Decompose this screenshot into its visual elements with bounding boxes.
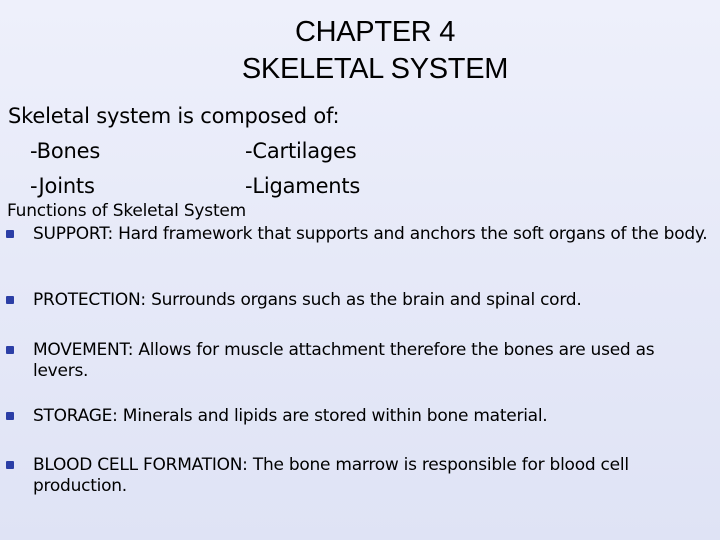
composition-section xyxy=(8,100,361,205)
function-text: MOVEMENT: Allows for muscle attachment therefore the bones are used as levers. xyxy=(33,340,655,381)
composition-heading-row xyxy=(8,100,339,135)
function-text: PROTECTION: Surrounds organs such as the brain and spinal cord. xyxy=(33,290,582,310)
function-text: BLOOD CELL FORMATION: The bone marrow is responsible for blood cell production. xyxy=(33,455,629,496)
functions-heading: Functions of Skeletal System xyxy=(7,201,247,221)
component-cartilages: -Cartilages xyxy=(245,139,357,163)
function-text: STORAGE: Minerals and lipids are stored within bone material. xyxy=(33,406,548,426)
function-text: SUPPORT: Hard framework that supports and anchors the soft organs of the body. xyxy=(33,224,708,244)
component-joints: -Joints xyxy=(30,174,95,198)
function-item-movement xyxy=(6,340,710,382)
square-bullet-icon xyxy=(6,412,14,420)
square-bullet-icon xyxy=(6,296,14,304)
function-item-blood-cell-formation xyxy=(6,455,710,497)
square-bullet-icon xyxy=(6,230,14,238)
square-bullet-icon xyxy=(6,461,14,469)
function-item-support xyxy=(6,224,710,245)
composition-row xyxy=(8,135,357,170)
slide-title-line-2: SKELETAL SYSTEM xyxy=(241,53,509,85)
function-item-storage xyxy=(6,406,710,427)
component-ligaments: -Ligaments xyxy=(245,174,361,198)
slide-title-line-1: CHAPTER 4 xyxy=(294,16,456,48)
square-bullet-icon xyxy=(6,346,14,354)
component-bones: -Bones xyxy=(30,139,101,163)
function-item-protection xyxy=(6,290,710,311)
composition-heading: Skeletal system is composed of: xyxy=(8,104,340,128)
